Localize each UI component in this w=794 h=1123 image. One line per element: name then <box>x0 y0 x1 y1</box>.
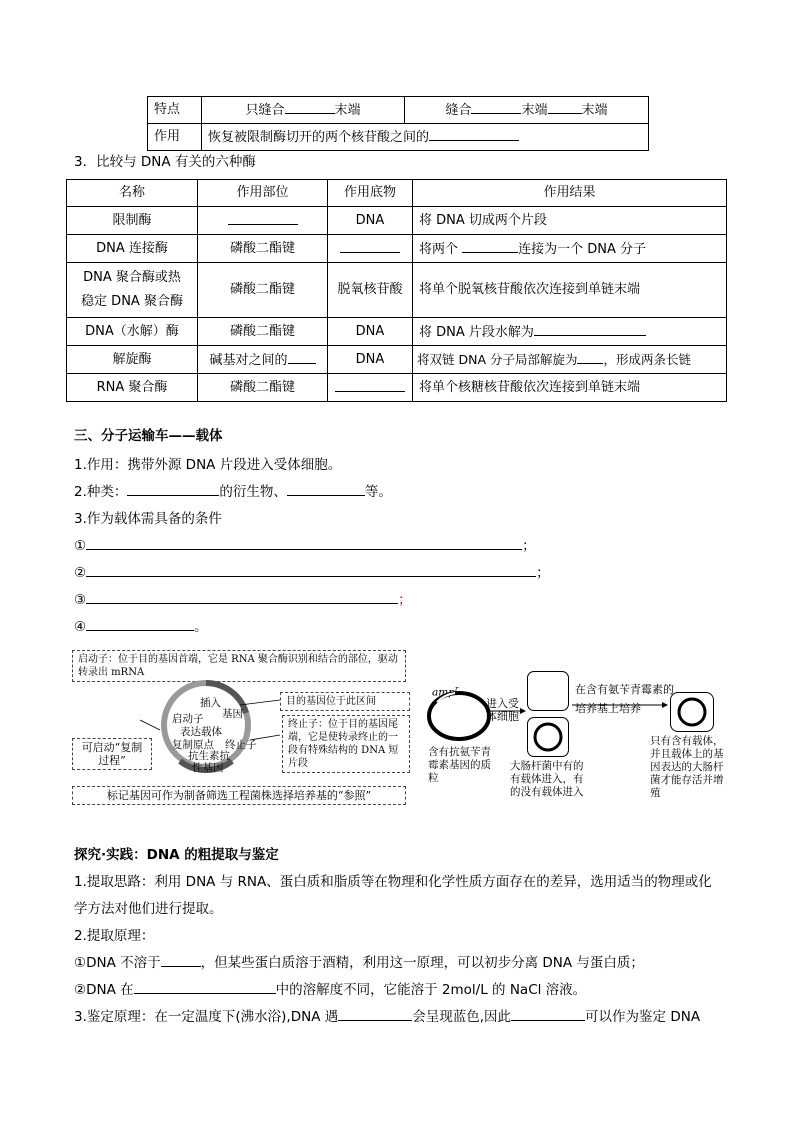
vector-function: 1.作用：携带外源 DNA 片段进入受体细胞。 <box>74 457 342 473</box>
blank[interactable] <box>134 981 276 994</box>
text: ① <box>74 538 87 554</box>
text: 只缝合 <box>245 103 285 118</box>
site: 磷酸二酯键 <box>198 318 328 346</box>
enzyme-table <box>66 179 727 402</box>
result: 将 DNA 切成两个片段 <box>413 207 727 235</box>
ring-label: 复制原点 <box>172 739 214 751</box>
text: ，形成两条长链 <box>603 352 691 367</box>
principle-2 <box>74 981 586 999</box>
ring-label: 插入 <box>200 697 221 709</box>
function-cell <box>202 124 649 151</box>
blank[interactable] <box>462 240 518 253</box>
enzyme-name: DNA（水解）酶 <box>67 318 198 346</box>
substrate: DNA <box>328 346 413 374</box>
result-cell-box <box>670 692 714 732</box>
arrow-label: 进入受体细胞 <box>486 697 519 723</box>
cell-box-empty <box>527 671 569 711</box>
ring-label: 性基因 <box>192 762 224 774</box>
enzyme-name <box>67 263 198 318</box>
text: 等。 <box>364 484 392 500</box>
blank[interactable] <box>577 351 603 364</box>
extraction-idea-2: 学方法对他们进行提取。 <box>74 901 223 917</box>
identification-principle <box>74 1008 700 1026</box>
ring-label: 终止子 <box>225 739 257 751</box>
arrow-line <box>240 700 280 705</box>
blank[interactable] <box>340 240 400 253</box>
enzyme-name: DNA 连接酶 <box>67 235 198 263</box>
plasmid-label: 含有抗氨苄青霉素基因的质粒 <box>428 746 491 784</box>
blank[interactable] <box>86 591 398 604</box>
text: ； <box>536 565 550 581</box>
text: 将双链 DNA 分子局部解旋为 <box>417 352 578 367</box>
blank[interactable] <box>86 618 194 631</box>
text: 。 <box>194 619 208 635</box>
result-cell <box>413 318 727 346</box>
section-title: 三、分子运输车——载体 <box>74 428 223 444</box>
site: 磷酸二酯键 <box>198 263 328 318</box>
result-label: 只有含有载体，并且载体上的基因表达的大肠杆菌才能存活并增殖 <box>650 735 724 799</box>
text: r <box>454 685 459 693</box>
blank[interactable] <box>511 1008 585 1021</box>
blank[interactable] <box>287 483 365 496</box>
blank[interactable] <box>471 101 521 114</box>
blank[interactable] <box>534 323 646 336</box>
blank[interactable] <box>161 954 201 967</box>
substrate: DNA <box>328 318 413 346</box>
blank[interactable] <box>228 212 298 225</box>
text: 末端 <box>334 103 361 118</box>
label-function: 作用 <box>148 124 202 151</box>
target-gene-note: 目的基因位于此区间 <box>280 692 410 711</box>
enzyme-name: 解旋酶 <box>67 346 198 374</box>
site: 磷酸二酯键 <box>198 374 328 402</box>
blank[interactable] <box>288 351 316 364</box>
text: 将 DNA 片段水解为 <box>419 324 534 340</box>
replication-note: 可启动“复制过程” <box>72 738 152 770</box>
text: 将两个 <box>419 241 459 257</box>
condition-3 <box>74 591 412 609</box>
text: 连接为一个 DNA 分子 <box>518 241 647 257</box>
principle-1 <box>74 954 644 972</box>
enzyme-name: RNA 聚合酶 <box>67 374 198 402</box>
header-substrate: 作用底物 <box>328 180 413 207</box>
blank[interactable] <box>86 537 522 550</box>
text: ； <box>522 538 536 554</box>
blank[interactable] <box>335 379 405 392</box>
text: 缝合 <box>445 103 472 118</box>
blank[interactable] <box>127 483 219 496</box>
blank[interactable] <box>429 128 519 141</box>
result-cell <box>413 346 727 374</box>
header-name: 名称 <box>67 180 198 207</box>
vector-types <box>74 483 392 501</box>
text: 恢复被限制酶切开的两个核苷酸之间的 <box>208 130 430 145</box>
text: DNA 聚合酶或热 <box>83 270 181 285</box>
text: 3.鉴定原理：在一定温度下(沸水浴),DNA 遇 <box>74 1009 339 1025</box>
substrate-cell <box>328 235 413 263</box>
culture-label: 在含有氨苄青霉素的培养基上培养 <box>575 683 674 715</box>
result-cell <box>413 235 727 263</box>
ring-label: 启动子 <box>172 713 204 725</box>
site: 磷酸二酯键 <box>198 235 328 263</box>
ring-label: 基因 <box>222 708 243 720</box>
condition-4 <box>74 618 208 636</box>
header-site: 作用部位 <box>198 180 328 207</box>
text: ② <box>74 565 87 581</box>
substrate: 脱氧核苷酸 <box>328 263 413 318</box>
extraction-idea-1: 1.提取思路：利用 DNA 与 RNA、蛋白质和脂质等在物理和化学性质方面存在的差异，选用适当的物理或化 <box>74 874 712 890</box>
feature-cell-b <box>405 97 649 124</box>
text: 碱基对之间的 <box>209 352 288 368</box>
text: 稳定 DNA 聚合酶 <box>81 294 183 309</box>
blank[interactable] <box>86 564 536 577</box>
cell-box-vector <box>527 717 569 757</box>
ecoli-label: 大肠杆菌中有的有载体进入，有的没有载体进入 <box>510 760 584 798</box>
text: 末端 <box>581 103 608 118</box>
text: ； <box>398 592 412 608</box>
site-cell <box>198 346 328 374</box>
text: ④ <box>74 619 87 635</box>
feature-cell-a <box>202 97 405 124</box>
site-cell <box>198 207 328 235</box>
text: ③ <box>74 592 87 608</box>
result: 将单个脱氧核苷酸依次连接到单链末端 <box>413 263 727 318</box>
promoter-note: 启动子：位于目的基因首端，它是 RNA 聚合酶识别和结合的部位，驱动转录出 mRNA <box>72 650 406 682</box>
substrate: DNA <box>328 207 413 235</box>
text: ，但某些蛋白质溶于酒精，利用这一原理，可以初步分离 DNA 与蛋白质； <box>200 955 644 971</box>
substrate-cell <box>328 374 413 402</box>
result: 将单个核糖核苷酸依次连接到单链末端 <box>413 374 727 402</box>
text: 的衍生物、 <box>219 484 287 500</box>
text: 中的溶解度不同，它能溶于 2mol/L 的 NaCl 溶液。 <box>275 982 587 998</box>
marker-note: 标记基因可作为制备筛选工程菌株选择培养基的“参照” <box>72 786 406 805</box>
text: 2.种类： <box>74 484 128 500</box>
small-plasmid <box>679 699 705 725</box>
section-title: 探究·实践：DNA 的粗提取与鉴定 <box>74 847 279 863</box>
condition-2 <box>74 564 550 582</box>
ring-label: 表达载体 <box>180 726 222 738</box>
vector-in-result-cell <box>671 693 713 731</box>
text: ①DNA 不溶于 <box>74 955 161 971</box>
extraction-principle: 2.提取原理： <box>74 928 155 944</box>
vector-conditions: 3.作为载体需具备的条件 <box>74 511 222 527</box>
section-3-title: 3．比较与 DNA 有关的六种酶 <box>74 154 256 170</box>
blank[interactable] <box>285 101 335 114</box>
blank[interactable] <box>338 1008 412 1021</box>
text: ②DNA 在 <box>74 982 134 998</box>
label-feature: 特点 <box>148 97 202 124</box>
condition-1 <box>74 537 536 555</box>
text: 可以作为鉴定 DNA <box>585 1009 701 1025</box>
text: 末端 <box>521 103 548 118</box>
vector-in-cell <box>528 718 568 756</box>
enzyme-name: 限制酶 <box>67 207 198 235</box>
text: 会呈现蓝色,因此 <box>412 1009 512 1025</box>
arrow-line <box>140 720 160 730</box>
ring-label: 抗生素抗 <box>188 750 230 762</box>
blank[interactable] <box>548 101 582 114</box>
small-plasmid <box>535 724 561 750</box>
text: amp <box>432 686 455 699</box>
ligase-table <box>147 96 649 151</box>
terminator-note: 终止子：位于目的基因尾端，它是使转录终止的一段有特殊结构的 DNA 短片段 <box>282 715 410 773</box>
header-result: 作用结果 <box>413 180 727 207</box>
